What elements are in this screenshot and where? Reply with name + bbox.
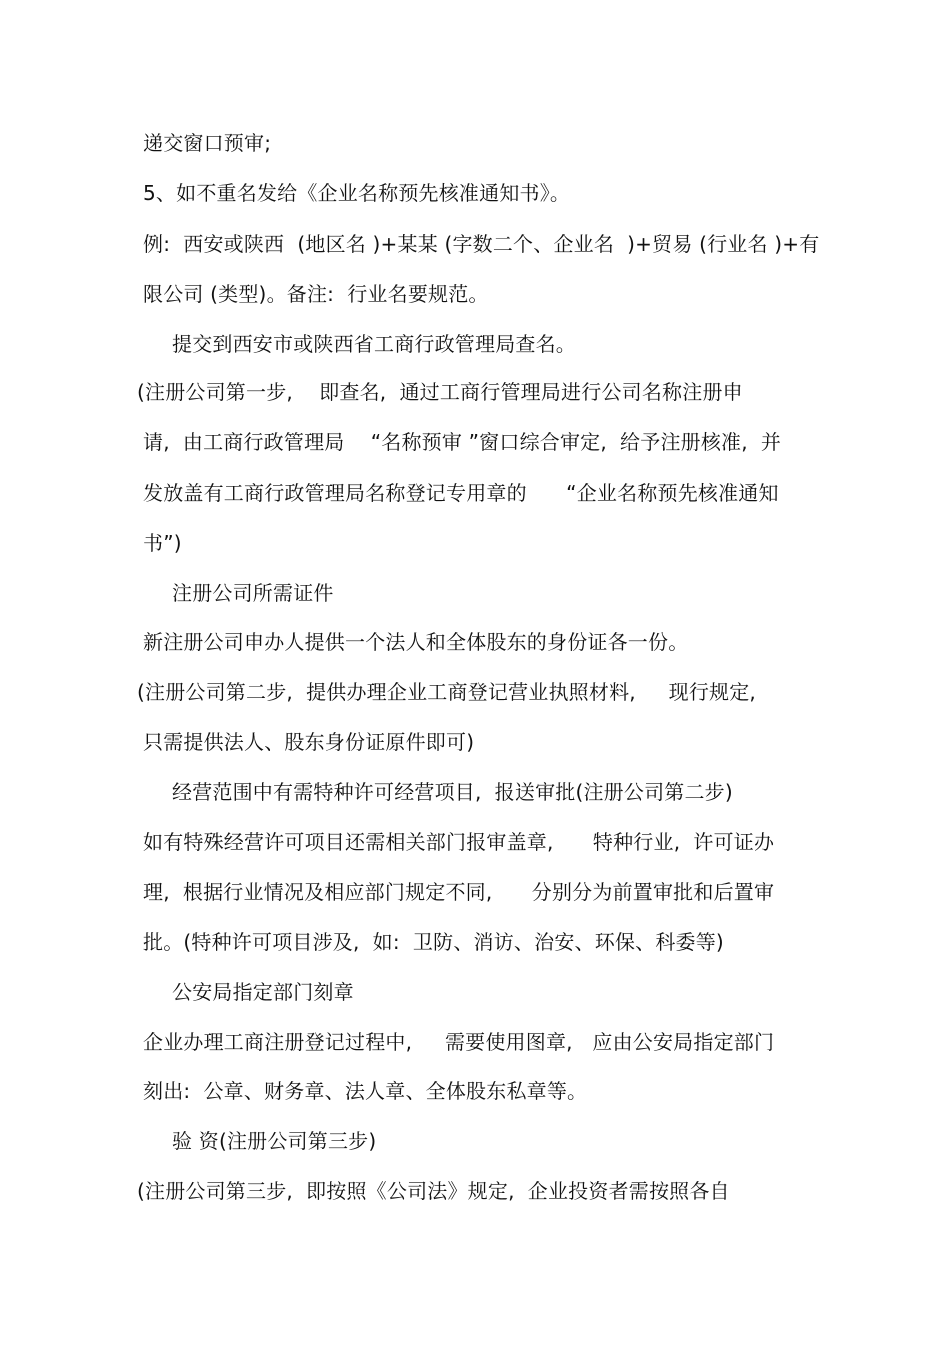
text-line: 理, 根据行业情况及相应部门规定不同, 分别分为前置审批和后置审	[143, 880, 775, 904]
text-line: (注册公司第二步, 提供办理企业工商登记营业执照材料, 现行规定,	[137, 680, 756, 704]
section-heading: 经营范围中有需特种许可经营项目, 报送审批(注册公司第二步)	[172, 780, 733, 804]
section-heading: 注册公司所需证件	[172, 581, 334, 605]
text-line: 例: 西安或陕西 (地区名 )+某某 (字数二个、企业名 )+贸易 (行业名 )+有	[143, 232, 820, 256]
text-line: 递交窗口预审;	[143, 131, 272, 155]
text-line: 发放盖有工商行政管理局名称登记专用章的 “企业名称预先核准通知	[143, 481, 779, 505]
section-heading: 公安局指定部门刻章	[172, 980, 354, 1004]
section-heading: 提交到西安市或陕西省工商行政管理局查名。	[172, 332, 576, 356]
text-line: 书”)	[143, 531, 182, 555]
text-line: 刻出: 公章、财务章、法人章、全体股东私章等。	[143, 1079, 588, 1103]
text-line: 请, 由工商行政管理局 “名称预审 ”窗口综合审定, 给予注册核准, 并	[143, 430, 782, 454]
text-line: (注册公司第三步, 即按照《公司法》规定, 企业投资者需按照各自	[137, 1179, 730, 1203]
text-line: 只需提供法人、股东身份证原件即可)	[143, 730, 475, 754]
text-line: 限公司 (类型)。备注: 行业名要规范。	[143, 282, 489, 306]
section-heading: 验 资(注册公司第三步)	[172, 1129, 377, 1153]
text-line: 批。(特种许可项目涉及, 如: 卫防、消访、治安、环保、科委等)	[143, 930, 724, 954]
text-line: 5、如不重名发给《企业名称预先核准通知书》。	[143, 181, 571, 205]
text-line: 新注册公司申办人提供一个法人和全体股东的身份证各一份。	[143, 630, 689, 654]
text-line: (注册公司第一步, 即查名, 通过工商行管理局进行公司名称注册申	[137, 380, 743, 404]
text-line: 企业办理工商注册登记过程中, 需要使用图章, 应由公安局指定部门	[143, 1030, 775, 1054]
text-line: 如有特殊经营许可项目还需相关部门报审盖章, 特种行业, 许可证办	[143, 830, 775, 854]
